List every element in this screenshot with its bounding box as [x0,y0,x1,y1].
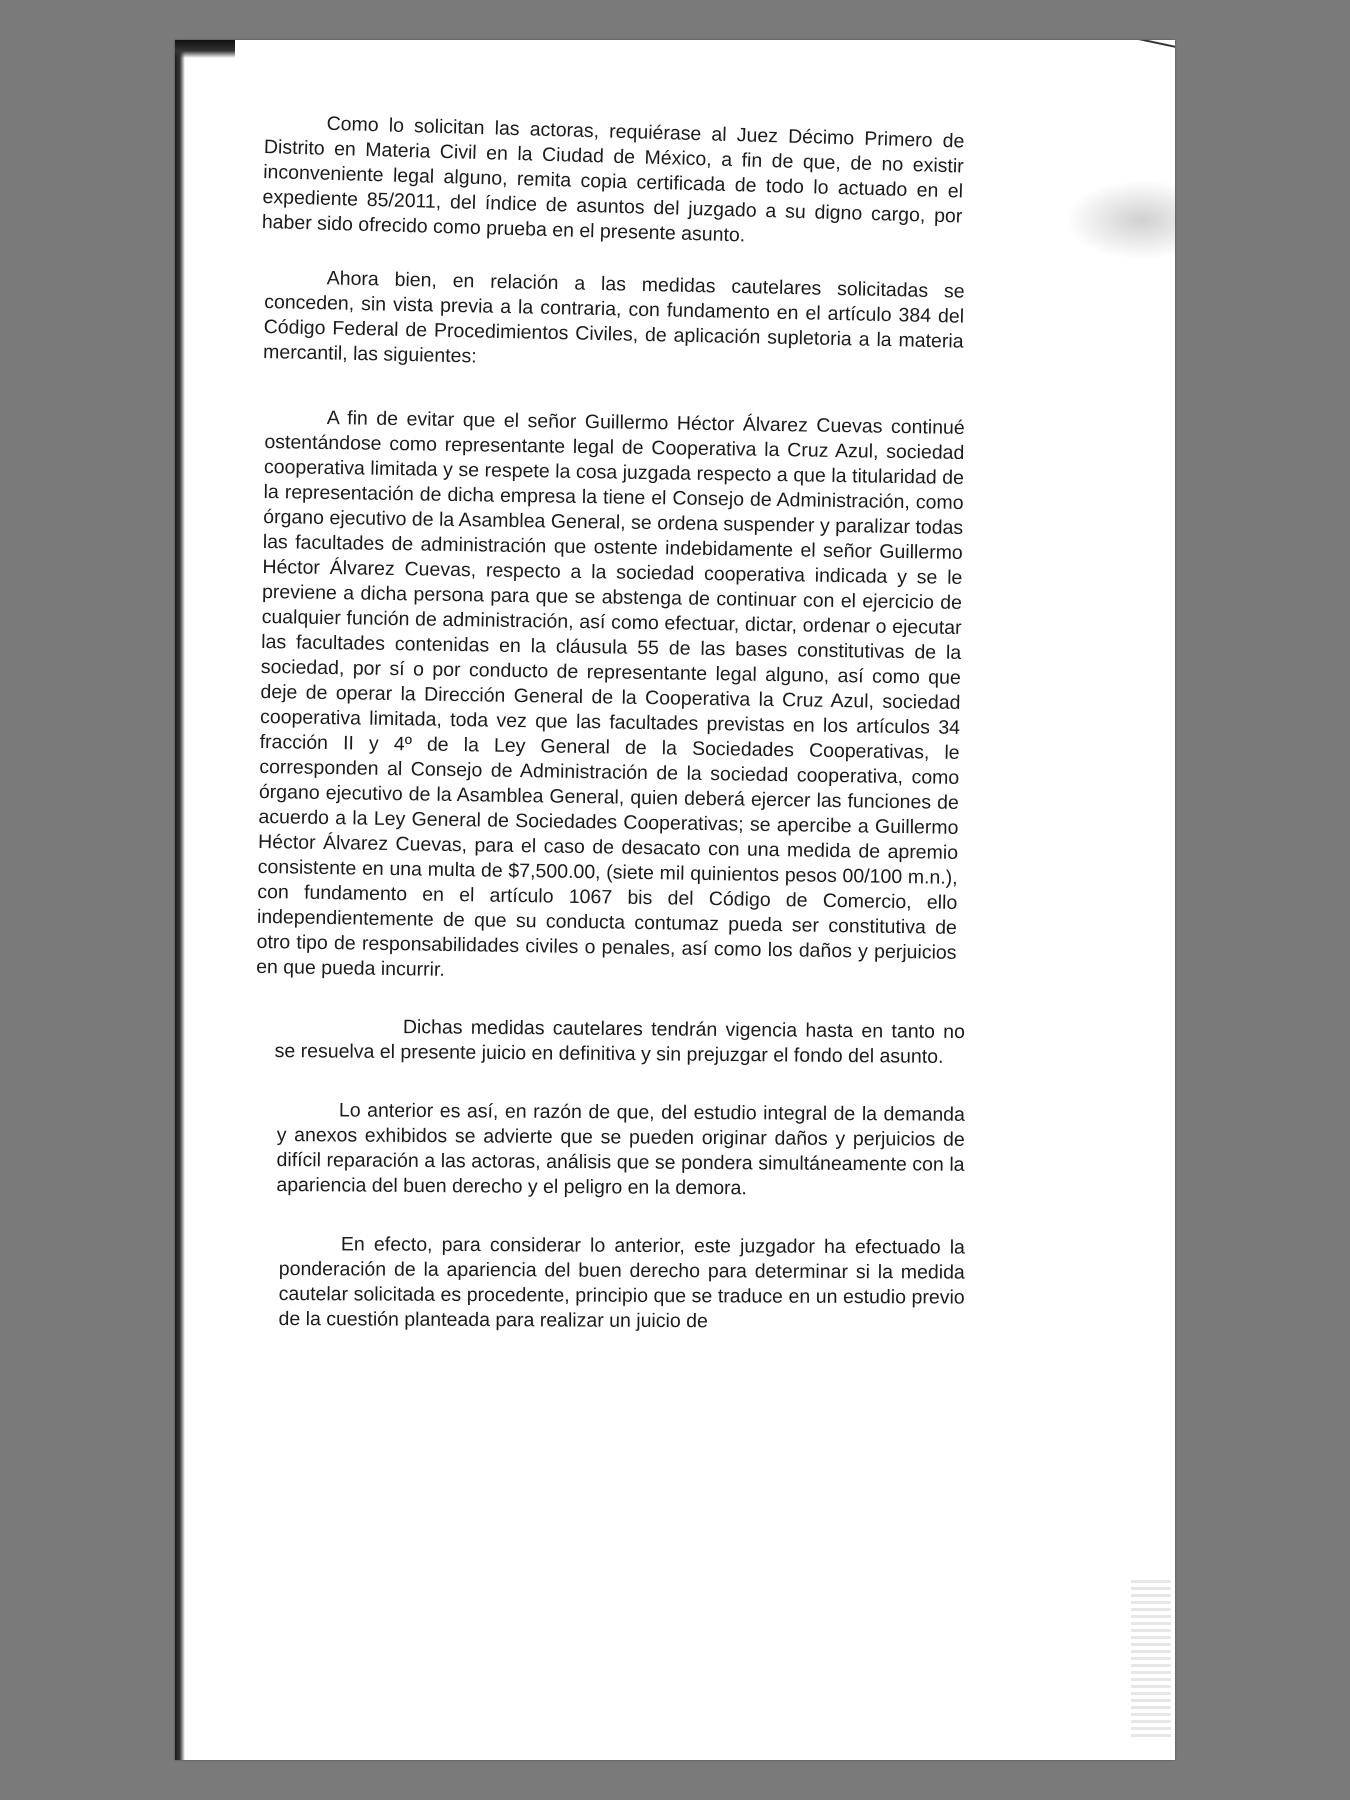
paragraph-suspension-order: A fin de evitar que el señor Guillermo Héctor Álvarez Cuevas continué ostentándose como representante legal de Cooperativa la Cruz Azul, sociedad cooperativa limitada y se respete la cosa juzgada respecto a que la titularidad de la representación de dicha empresa la tiene el Consejo de Administración, como órgano ejecutivo de la Asamblea General, se ordena suspender y paralizar todas las facultades de administración que ostente indebidamente el señor Guillermo Héctor Álvarez Cuevas, respecto a la sociedad cooperativa indicada y se le previene a dicha persona para que se abstenga de continuar con el ejercicio de cualquier función de administración, así como efectuar, dictar, ordenar o ejecutar las facultades contenidas en la cláusula 55 de las bases constitutivas de la sociedad, por sí o por conducto de representante legal alguno, así como que deje de operar la Dirección General de la Cooperativa la Cruz Azul, sociedad cooperativa limitada, toda vez que las facultades previstas en los artículos 34 fracción II y 4º de la Ley General de la Sociedades Cooperativas, le corresponden al Consejo de Administración de la sociedad cooperativa, como órgano ejecutivo de la Asamblea General, quien deberá ejercer las funciones de acuerdo a la Ley General de Sociedades Cooperativas; se apercibe a Guillermo Héctor Álvarez Cuevas, para el caso de desacato con una medida de apremio consistente en una multa de $7,500.00, (siete mil quinientos pesos 00/100 m.n.), con fundamento en el artículo 1067 bis del Código de Comercio, ello independientemente de que su conducta contumaz pueda ser constitutiva de otro tipo de responsabilidades civiles o penales, así como los daños y perjuicios en que pueda incurrir. [255,406,965,981]
paragraph-validity: Dichas medidas cautelares tendrán vigencia hasta en tanto no se resuelva el presente juicio en definitiva y sin prejuzgar el fondo del asunto. [274,1016,965,1068]
scan-stain [1065,180,1175,260]
paragraph-request-copy: Como lo solicitan las actoras, requiérase al Juez Décimo Primero de Distrito en Materia Civil en la Ciudad de México, a fin de que, de no existir inconveniente legal alguno, remita copia certificada de todo lo actuado en el expediente 85/2011, del índice de asuntos del juzgado a su digno cargo, por haber sido ofrecido como prueba en el presente asunto. [261,112,965,247]
scan-artifact [1131,1580,1171,1740]
paper-crease [921,40,1175,52]
paragraph-ponderation: En efecto, para considerar lo anterior, este juzgador ha efectuado la ponderación de la apariencia del buen derecho para determinar si la medida cautelar solicitada es procedente, principio que se traduce en un estudio previo de la cuestión planteada para realizar un juicio de [278,1233,965,1333]
document-body [255,110,965,1333]
paragraph-precautionary-measures: Ahora bien, en relación a las medidas cautelares solicitadas se conceden, sin vista previa a la contraria, con fundamento en el artículo 384 del Código Federal de Procedimientos Civiles, de aplicación supletoria a la materia mercantil, las siguientes: [262,267,965,368]
binding-corner [175,40,235,58]
binding-edge [175,40,185,1760]
document-page [175,40,1175,1760]
paragraph-reasoning: Lo anterior es así, en razón de que, del estudio integral de la demanda y anexos exhibidos se advierte que se pueden originar daños y perjuicios de difícil reparación a las actoras, análisis que se pondera simultáneamente con la apariencia del buen derecho y el peligro en la demora. [276,1099,965,1200]
